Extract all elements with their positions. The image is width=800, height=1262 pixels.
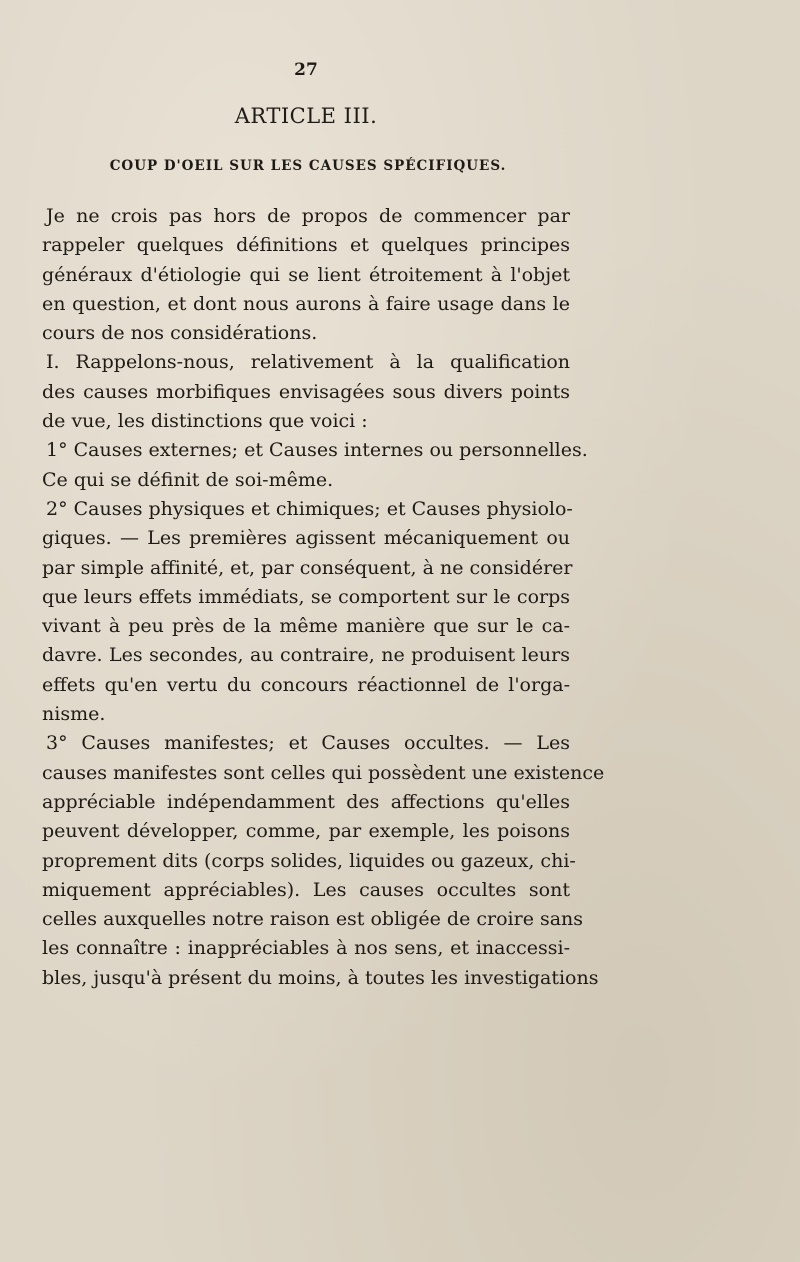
text-line: causes manifestes sont celles qui possèdent une existence xyxy=(42,761,605,784)
text-line: proprement dits (corps solides, liquides ou gazeux, chi- xyxy=(42,849,576,872)
text-line: que leurs effets immédiats, se comportent sur le corps xyxy=(42,585,570,608)
text-line: effets qu'en vertu du concours réactionnel de l'orga- xyxy=(42,673,570,696)
text-line: en question, et dont nous aurons à faire usage dans le xyxy=(42,292,570,315)
text-line: appréciable indépendamment des affections qu'elles xyxy=(42,790,570,813)
text-line: Ce qui se définit de soi-même. xyxy=(42,468,334,491)
article-title: ARTICLE III. xyxy=(234,104,378,128)
text-line: davre. Les secondes, au contraire, ne produisent leurs xyxy=(42,644,570,667)
text-line: peuvent développer, comme, par exemple, les poisons xyxy=(42,820,570,843)
text-line: celles auxquelles notre raison est obligée de croire sans xyxy=(42,908,584,931)
section-title: COUP D'OEIL SUR LES CAUSES SPÉCIFIQUES. xyxy=(109,158,507,174)
text-line: nisme. xyxy=(42,703,106,726)
page-number: 27 xyxy=(294,60,318,80)
text-line: rappeler quelques définitions et quelques principes xyxy=(42,234,570,257)
text-line: des causes morbifiques envisagées sous divers points xyxy=(42,380,570,403)
text-line: par simple affinité, et, par conséquent, à ne considérer xyxy=(42,556,573,579)
text-line: 1° Causes externes; et Causes internes ou personnelles. xyxy=(46,439,588,462)
text-line: miquement appréciables). Les causes occultes sont xyxy=(42,878,570,901)
text-line: I. Rappelons-nous, relativement à la qualification xyxy=(46,351,570,374)
text-line: cours de nos considérations. xyxy=(42,322,318,345)
text-line: de vue, les distinctions que voici : xyxy=(42,410,368,433)
text-line: 3° Causes manifestes; et Causes occultes. — Les xyxy=(46,732,570,755)
body-text xyxy=(42,202,605,993)
text-line: bles, jusqu'à présent du moins, à toutes les investigations xyxy=(42,966,599,989)
text-line: généraux d'étiologie qui se lient étroitement à l'objet xyxy=(42,263,570,286)
text-line: vivant à peu près de la même manière que sur le ca- xyxy=(42,615,570,638)
text-line: 2° Causes physiques et chimiques; et Causes physiolo- xyxy=(46,497,573,520)
text-line: les connaître : inappréciables à nos sens, et inaccessi- xyxy=(42,937,570,960)
text-line: Je ne crois pas hors de propos de commencer par xyxy=(46,205,570,227)
text-line: giques. — Les premières agissent mécaniquement ou xyxy=(42,527,570,550)
